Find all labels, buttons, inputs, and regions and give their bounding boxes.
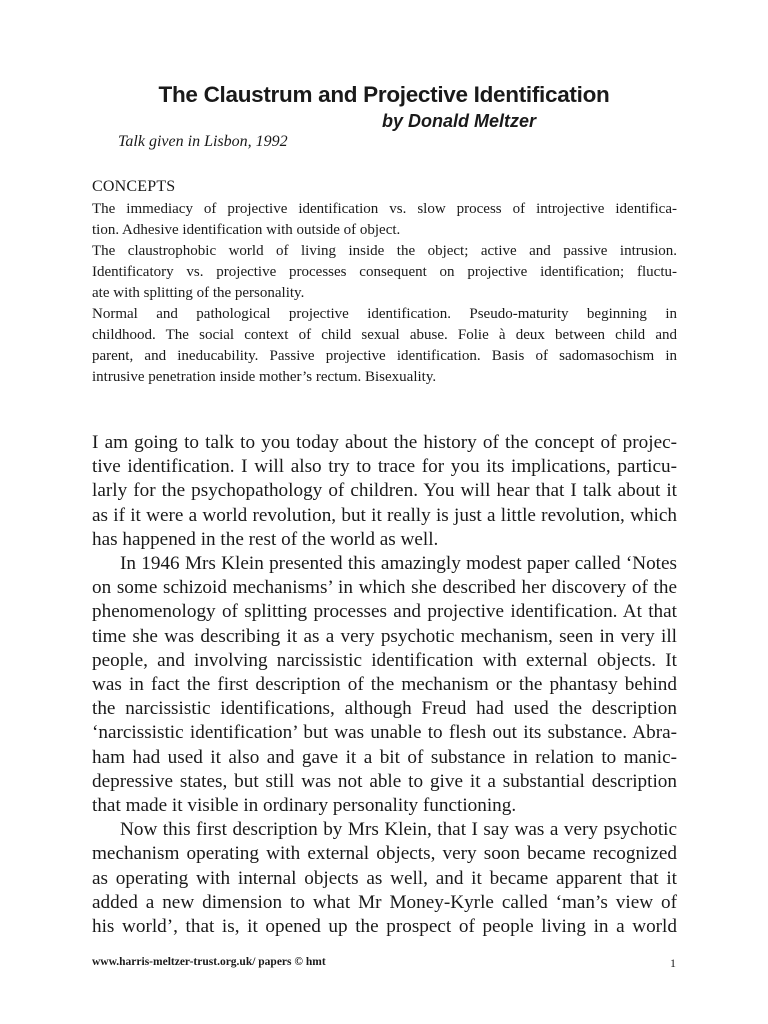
body-line: the narcissistic identifications, although Freud had used the description	[92, 698, 677, 720]
body-line: phenomenology of splitting processes and projective identification. At that	[92, 601, 677, 623]
concepts-line: The immediacy of projective identification vs. slow process of introjective identifica-	[92, 201, 677, 217]
concepts-line: ate with splitting of the personality.	[92, 285, 305, 301]
page-number: 1	[670, 956, 676, 970]
body-line: has happened in the rest of the world as well.	[92, 528, 439, 550]
concepts-line: tion. Adhesive identification with outside of object.	[92, 222, 401, 238]
concepts-line: parent, and ineducability. Passive projective identification. Basis of sadomasochism in	[92, 348, 677, 364]
body-line: as operating with internal objects as well, and it became apparent that it	[92, 867, 677, 889]
body-line: depressive states, but still was not able to give it a substantial description	[92, 770, 677, 792]
concepts-paragraph	[92, 199, 677, 388]
body-line: ‘narcissistic identification’ but was unable to flesh out its substance. Abra-	[92, 722, 677, 744]
body-text	[92, 431, 677, 939]
body-line: ham had used it also and gave it a bit of substance in relation to manic-	[92, 746, 677, 768]
body-line: Now this first description by Mrs Klein, that I say was a very psychotic	[120, 819, 677, 841]
body-line: added a new dimension to what Mr Money-Kyrle called ‘man’s view of	[92, 891, 677, 913]
body-line: time she was describing it as a very psychotic mechanism, seen in very ill	[92, 625, 677, 647]
concepts-heading: CONCEPTS	[92, 178, 176, 195]
document-title: The Claustrum and Projective Identification	[158, 82, 610, 107]
body-line: his world’, that is, it opened up the prospect of people living in a world	[92, 916, 677, 938]
concepts-line: Normal and pathological projective identification. Pseudo-maturity beginning in	[92, 306, 677, 322]
body-line: mechanism operating with external objects, very soon became recognized	[92, 843, 677, 865]
body-line: In 1946 Mrs Klein presented this amazingly modest paper called ‘Notes	[120, 553, 677, 575]
concepts-line: intrusive penetration inside mother’s rectum. Bisexuality.	[92, 369, 437, 385]
footer-url: www.harris-meltzer-trust.org.uk/ papers © hmt	[92, 956, 326, 968]
body-line: was in fact the first description of the mechanism or the phantasy behind	[92, 674, 677, 696]
body-line: larly for the psychopathology of children. You will hear that I talk about it	[92, 480, 677, 502]
talk-info: Talk given in Lisbon, 1992	[118, 133, 288, 150]
body-line: I am going to talk to you today about the history of the concept of projec-	[92, 432, 677, 453]
body-line: tive identification. I will also try to trace for you its implications, particu-	[92, 456, 677, 478]
concepts-line: Identificatory vs. projective processes consequent on projective identification; fluctu-	[92, 264, 677, 280]
body-line: on some schizoid mechanisms’ in which she described her discovery of the	[92, 577, 677, 599]
body-line: people, and involving narcissistic identification with external objects. It	[92, 649, 677, 671]
body-line: as if it were a world revolution, but it really is just a little revolution, which	[92, 504, 677, 526]
author-byline: by Donald Meltzer	[381, 111, 537, 131]
concepts-line: The claustrophobic world of living inside the object; active and passive intrusion.	[92, 243, 677, 259]
concepts-line: childhood. The social context of child sexual abuse. Folie à deux between child and	[92, 327, 677, 343]
body-line: that made it visible in ordinary personality functioning.	[92, 795, 517, 817]
